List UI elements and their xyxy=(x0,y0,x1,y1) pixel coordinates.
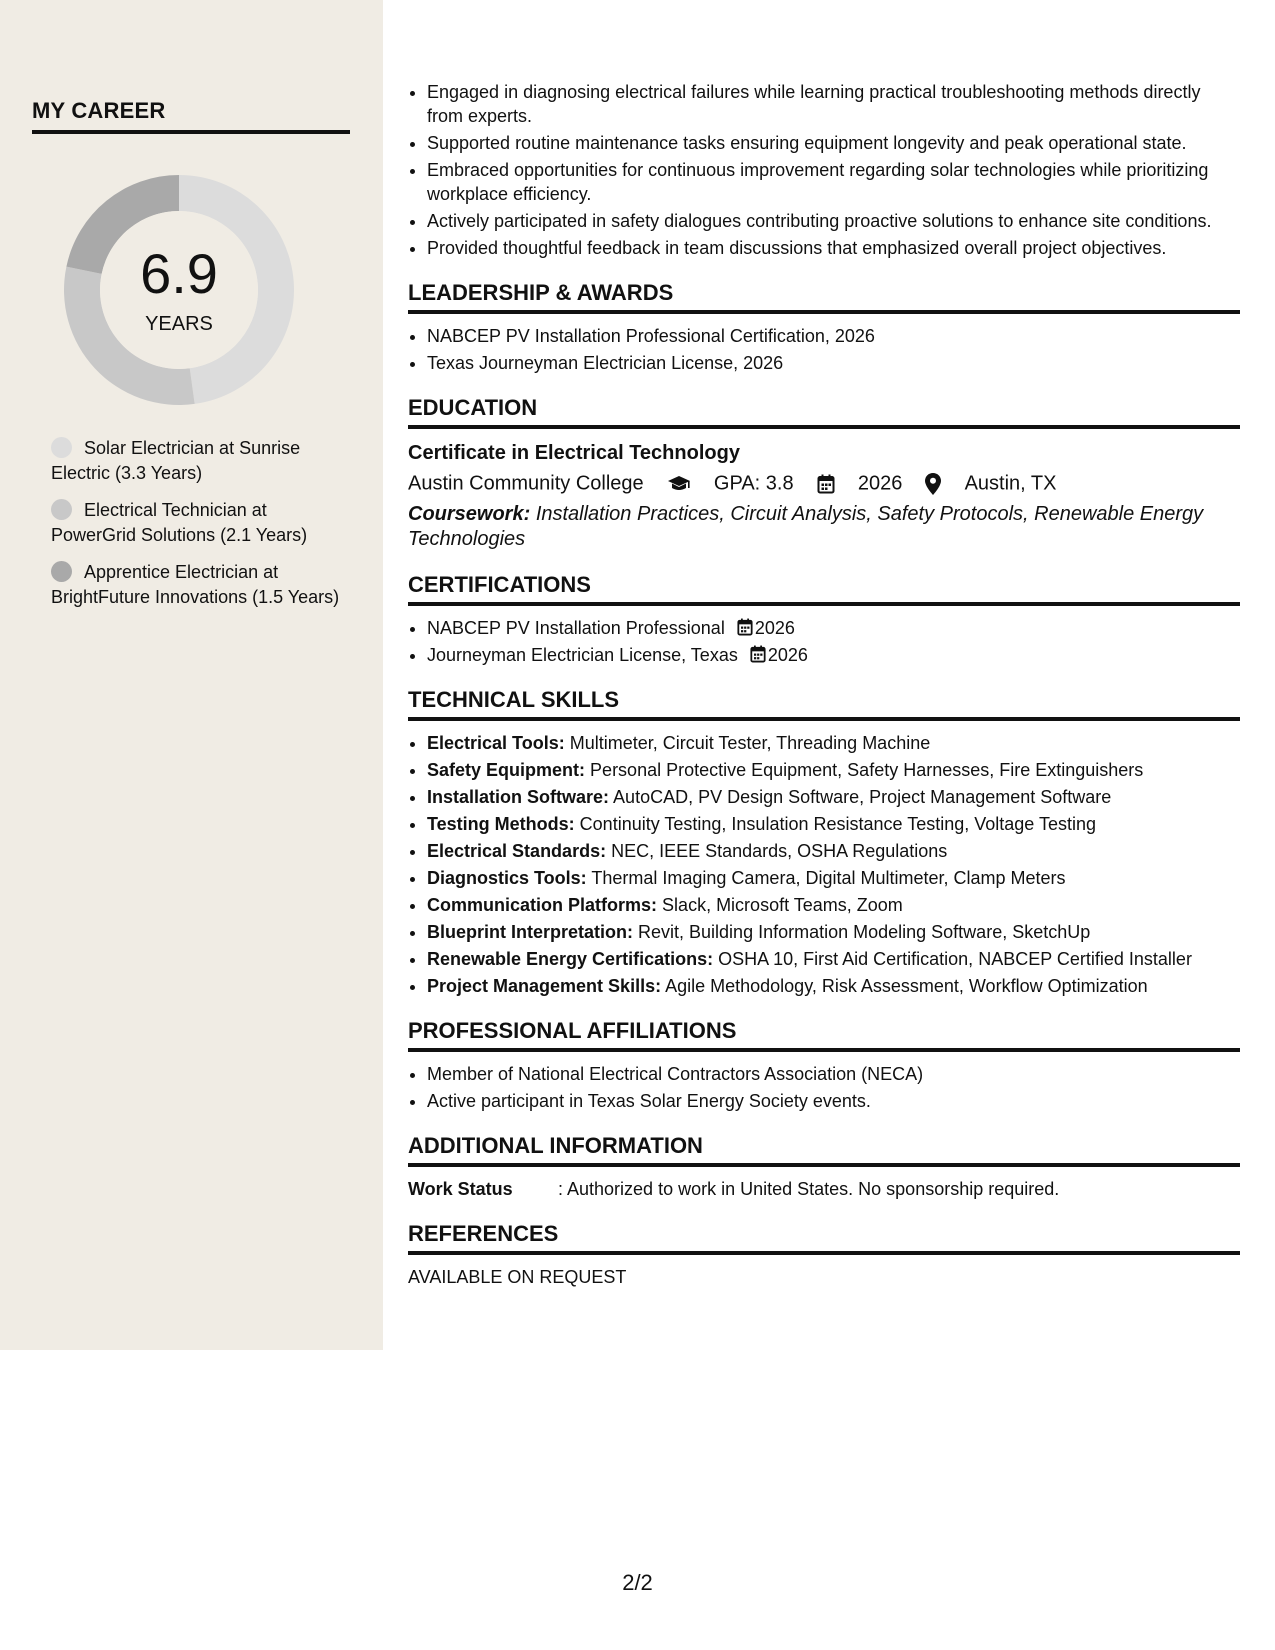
section-title-affiliations: PROFESSIONAL AFFILIATIONS xyxy=(408,1018,1240,1052)
section-title-leadership: LEADERSHIP & AWARDS xyxy=(408,280,1240,314)
education-gpa: GPA: 3.8 xyxy=(713,472,794,495)
section-title-education: EDUCATION xyxy=(408,395,1240,429)
skill-value: Revit, Building Information Modeling Software, SketchUp xyxy=(638,921,1091,942)
sidebar xyxy=(0,0,383,1350)
page-number: 2/2 xyxy=(622,1570,653,1595)
list-item: • Supported routine maintenance tasks ensuring equipment longevity and peak operational state. xyxy=(427,131,1240,155)
list-item xyxy=(427,758,1240,782)
work-status-label: Work Status xyxy=(408,1178,513,1199)
skill-value: Thermal Imaging Camera, Digital Multimeter, Clamp Meters xyxy=(591,867,1066,888)
certification-name: Journeyman Electrician License, Texas xyxy=(427,644,738,665)
work-status-value: : Authorized to work in United States. No sponsorship required. xyxy=(558,1178,1060,1199)
list-item xyxy=(427,731,1240,755)
skill-label: Diagnostics Tools: xyxy=(427,867,587,888)
calendar-icon xyxy=(737,618,753,636)
list-item xyxy=(427,920,1240,944)
skill-value: Continuity Testing, Insulation Resistance Testing, Voltage Testing xyxy=(579,813,1096,834)
coursework-label: Coursework: xyxy=(408,502,531,525)
skill-value: Slack, Microsoft Teams, Zoom xyxy=(662,894,903,915)
skill-label: Installation Software: xyxy=(427,786,610,807)
certification-year: 2026 xyxy=(754,617,795,638)
legend-dot xyxy=(51,561,72,582)
legend-item xyxy=(51,498,341,548)
education-school: Austin Community College xyxy=(408,472,644,495)
skills-list xyxy=(408,731,1240,998)
legend-label: Solar Electrician at Sunrise Electric (3.3 Years) xyxy=(51,438,301,483)
skill-value: AutoCAD, PV Design Software, Project Management Software xyxy=(613,786,1112,807)
leadership-list xyxy=(408,324,1240,375)
legend-item xyxy=(51,436,341,486)
coursework-text: Installation Practices, Circuit Analysis, Safety Protocols, Renewable Energy Technologies xyxy=(408,502,1204,550)
calendar-icon xyxy=(750,645,766,663)
list-item xyxy=(427,947,1240,971)
list-item: • Actively participated in safety dialogues contributing proactive solutions to enhance site conditions. xyxy=(427,209,1240,233)
certification-name: NABCEP PV Installation Professional xyxy=(427,617,725,638)
affiliations-list xyxy=(408,1062,1240,1113)
skill-value: Agile Methodology, Risk Assessment, Workflow Optimization xyxy=(665,975,1148,996)
education-location: Austin, TX xyxy=(964,472,1057,495)
legend-label: Electrical Technician at PowerGrid Solutions (2.1 Years) xyxy=(51,500,308,545)
skill-label: Electrical Tools: xyxy=(427,732,565,753)
list-item: • Embraced opportunities for continuous improvement regarding solar technologies while prioritizing workplace efficiency. xyxy=(427,158,1240,206)
legend-item xyxy=(51,560,341,610)
section-title-references: REFERENCES xyxy=(408,1221,1240,1255)
legend-label: Apprentice Electrician at BrightFuture Innovations (1.5 Years) xyxy=(51,562,340,607)
list-item xyxy=(427,893,1240,917)
list-item: • Provided thoughtful feedback in team discussions that emphasized overall project objectives. xyxy=(427,236,1240,260)
education-coursework xyxy=(408,502,1240,552)
list-item: • Texas Journeyman Electrician License, 2026 xyxy=(427,351,1240,375)
education-degree: Certificate in Electrical Technology xyxy=(408,442,740,464)
list-item: • NABCEP PV Installation Professional Certification, 2026 xyxy=(427,324,1240,348)
list-item xyxy=(427,866,1240,890)
calendar-icon xyxy=(817,474,835,494)
location-pin-icon xyxy=(925,473,941,495)
experience-list xyxy=(408,80,1240,260)
list-item xyxy=(427,974,1240,998)
skill-value: Multimeter, Circuit Tester, Threading Machine xyxy=(569,732,931,753)
education-meta xyxy=(408,467,1240,500)
skill-value: Personal Protective Equipment, Safety Harnesses, Fire Extinguishers xyxy=(590,759,1144,780)
list-item: • Engaged in diagnosing electrical failures while learning practical troubleshooting methods directly from experts. xyxy=(427,80,1240,128)
certifications-list xyxy=(408,616,1240,667)
list-item: • Member of National Electrical Contractors Association (NECA) xyxy=(427,1062,1240,1086)
certification-year: 2026 xyxy=(767,644,808,665)
work-status-row xyxy=(408,1177,1240,1201)
education-year: 2026 xyxy=(857,472,903,495)
list-item xyxy=(427,616,1240,640)
graduation-cap-icon xyxy=(667,475,691,493)
skill-label: Testing Methods: xyxy=(427,813,575,834)
list-item xyxy=(427,785,1240,809)
list-item: • Active participant in Texas Solar Energy Society events. xyxy=(427,1089,1240,1113)
section-title-skills: TECHNICAL SKILLS xyxy=(408,687,1240,721)
section-title-certifications: CERTIFICATIONS xyxy=(408,572,1240,606)
skill-value: NEC, IEEE Standards, OSHA Regulations xyxy=(611,840,948,861)
skill-label: Safety Equipment: xyxy=(427,759,586,780)
main-content xyxy=(408,80,1240,1289)
references-text: AVAILABLE ON REQUEST xyxy=(408,1266,627,1287)
section-title-additional: ADDITIONAL INFORMATION xyxy=(408,1133,1240,1167)
list-item xyxy=(427,812,1240,836)
career-title: MY CAREER xyxy=(32,98,350,134)
list-item xyxy=(427,643,1240,667)
skill-label: Blueprint Interpretation: xyxy=(427,921,633,942)
skill-label: Project Management Skills: xyxy=(427,975,662,996)
skill-label: Communication Platforms: xyxy=(427,894,658,915)
legend-dot xyxy=(51,437,72,458)
skill-value: OSHA 10, First Aid Certification, NABCEP Certified Installer xyxy=(718,948,1192,969)
list-item xyxy=(427,839,1240,863)
skill-label: Renewable Energy Certifications: xyxy=(427,948,714,969)
total-years-label: YEARS xyxy=(145,313,213,335)
total-years-value: 6.9 xyxy=(140,242,218,305)
skill-label: Electrical Standards: xyxy=(427,840,607,861)
career-legend xyxy=(51,436,341,622)
legend-dot xyxy=(51,499,72,520)
